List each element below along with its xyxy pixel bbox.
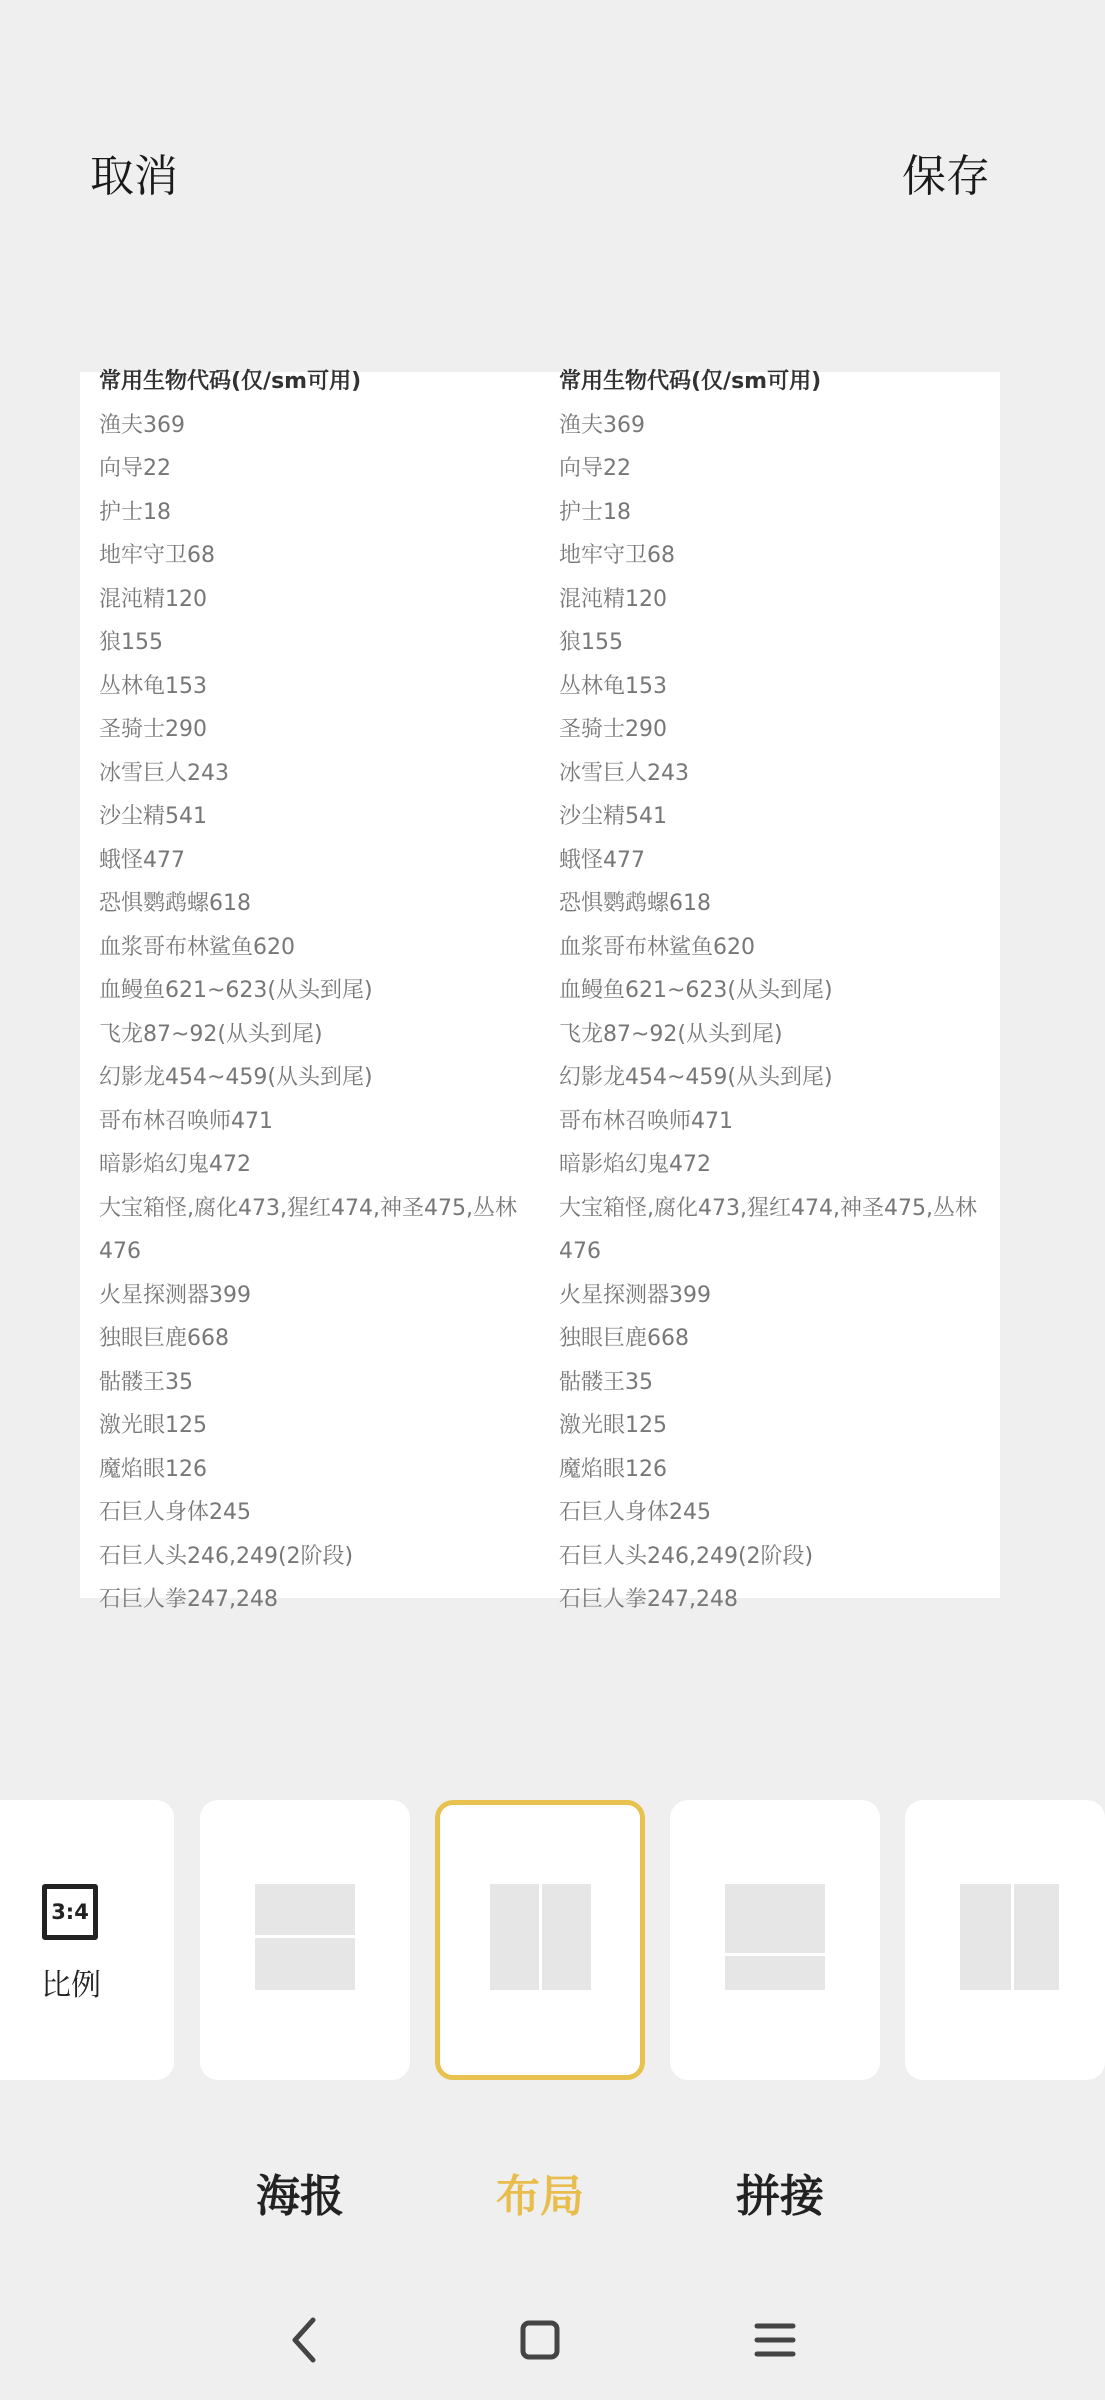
layout-thumb-left bbox=[490, 1884, 539, 1990]
list-item: 大宝箱怪,腐化473,猩红474,神圣475,丛林476 bbox=[559, 1195, 977, 1264]
cancel-button[interactable]: 取消 bbox=[90, 151, 178, 202]
layout-option-vertical-split-alt[interactable] bbox=[905, 1800, 1105, 2080]
list-item: 骷髅王35 bbox=[559, 1369, 653, 1395]
layout-thumb-right bbox=[1014, 1884, 1059, 1990]
text-list bbox=[99, 360, 519, 1622]
list-heading: 常用生物代码(仅/sm可用) bbox=[559, 369, 822, 394]
list-item: 沙尘精541 bbox=[99, 804, 207, 829]
list-item: 血浆哥布林鲨鱼620 bbox=[559, 934, 755, 960]
home-icon[interactable] bbox=[510, 2310, 570, 2370]
back-icon[interactable] bbox=[275, 2310, 335, 2370]
list-item: 独眼巨鹿668 bbox=[99, 1326, 229, 1351]
list-item: 恐惧鹦鹉螺618 bbox=[559, 891, 711, 916]
layout-option-horizontal-split-alt[interactable] bbox=[670, 1800, 880, 2080]
list-item: 狼155 bbox=[559, 630, 623, 655]
layout-options bbox=[0, 1800, 1080, 2080]
layout-option-vertical-split[interactable] bbox=[435, 1800, 645, 2080]
save-button[interactable]: 保存 bbox=[902, 151, 990, 202]
list-item: 圣骑士290 bbox=[559, 717, 667, 742]
list-item: 石巨人拳247,248 bbox=[99, 1587, 278, 1612]
mode-tabs bbox=[0, 2150, 1080, 2240]
list-item: 石巨人头246,249(2阶段) bbox=[559, 1543, 814, 1569]
system-navigation-bar bbox=[0, 2280, 1080, 2400]
list-item: 火星探测器399 bbox=[99, 1282, 251, 1308]
list-item: 血鳗鱼621~623(从头到尾) bbox=[559, 978, 833, 1003]
list-item: 石巨人身体245 bbox=[99, 1500, 251, 1525]
list-item: 向导22 bbox=[99, 456, 171, 481]
collage-right-panel[interactable] bbox=[540, 369, 1000, 1612]
list-item: 暗影焰幻鬼472 bbox=[559, 1152, 711, 1177]
list-item: 冰雪巨人243 bbox=[99, 760, 229, 786]
list-item: 地牢守卫68 bbox=[559, 543, 675, 568]
layout-thumb-bottom bbox=[255, 1938, 355, 1990]
list-item: 混沌精120 bbox=[99, 586, 207, 612]
list-item: 魔焰眼126 bbox=[559, 1456, 667, 1482]
list-item: 哥布林召唤师471 bbox=[559, 1108, 733, 1134]
layout-option-horizontal-split[interactable] bbox=[200, 1800, 410, 2080]
list-item: 大宝箱怪,腐化473,猩红474,神圣475,丛林476 bbox=[99, 1195, 517, 1264]
ratio-button[interactable] bbox=[0, 1800, 174, 2080]
layout-thumb-top bbox=[255, 1884, 355, 1935]
tab-splice[interactable]: 拼接 bbox=[736, 2171, 824, 2222]
list-item: 哥布林召唤师471 bbox=[99, 1108, 273, 1134]
list-item: 狼155 bbox=[99, 630, 163, 655]
list-item: 独眼巨鹿668 bbox=[559, 1326, 689, 1351]
list-item: 石巨人身体245 bbox=[559, 1500, 711, 1525]
layout-thumb-bottom bbox=[725, 1956, 825, 1990]
list-item: 护士18 bbox=[99, 499, 171, 525]
list-item: 丛林龟153 bbox=[99, 673, 207, 699]
layout-thumb-top bbox=[725, 1884, 825, 1953]
list-item: 血浆哥布林鲨鱼620 bbox=[99, 934, 295, 960]
list-item: 激光眼125 bbox=[559, 1413, 667, 1438]
list-item: 石巨人头246,249(2阶段) bbox=[99, 1543, 354, 1569]
collage-canvas[interactable] bbox=[80, 369, 1000, 1612]
list-item: 蛾怪477 bbox=[559, 847, 645, 873]
text-list bbox=[559, 360, 979, 1622]
layout-thumb-left bbox=[960, 1884, 1011, 1990]
list-item: 飞龙87~92(从头到尾) bbox=[99, 1021, 323, 1047]
list-item: 渔夫369 bbox=[99, 412, 185, 438]
list-item: 渔夫369 bbox=[559, 412, 645, 438]
list-heading: 常用生物代码(仅/sm可用) bbox=[99, 369, 362, 394]
list-item: 冰雪巨人243 bbox=[559, 760, 689, 786]
list-item: 沙尘精541 bbox=[559, 804, 667, 829]
list-item: 护士18 bbox=[559, 499, 631, 525]
list-item: 地牢守卫68 bbox=[99, 543, 215, 568]
list-item: 圣骑士290 bbox=[99, 717, 207, 742]
list-item: 血鳗鱼621~623(从头到尾) bbox=[99, 978, 373, 1003]
list-item: 飞龙87~92(从头到尾) bbox=[559, 1021, 783, 1047]
list-item: 火星探测器399 bbox=[559, 1282, 711, 1308]
tab-layout[interactable]: 布局 bbox=[496, 2171, 584, 2222]
ratio-label: 比例 bbox=[41, 1968, 101, 2003]
list-item: 混沌精120 bbox=[559, 586, 667, 612]
top-bar bbox=[0, 0, 1080, 340]
list-item: 幻影龙454~459(从头到尾) bbox=[99, 1065, 373, 1090]
menu-icon[interactable] bbox=[745, 2310, 805, 2370]
list-item: 恐惧鹦鹉螺618 bbox=[99, 891, 251, 916]
list-item: 激光眼125 bbox=[99, 1413, 207, 1438]
collage-left-panel[interactable] bbox=[80, 369, 540, 1612]
list-item: 石巨人拳247,248 bbox=[559, 1587, 738, 1612]
list-item: 蛾怪477 bbox=[99, 847, 185, 873]
list-item: 魔焰眼126 bbox=[99, 1456, 207, 1482]
layout-thumb-right bbox=[542, 1884, 591, 1990]
list-item: 向导22 bbox=[559, 456, 631, 481]
list-item: 丛林龟153 bbox=[559, 673, 667, 699]
list-item: 骷髅王35 bbox=[99, 1369, 193, 1395]
tab-poster[interactable]: 海报 bbox=[256, 2171, 344, 2222]
ratio-icon: 3:4 bbox=[42, 1884, 98, 1940]
list-item: 幻影龙454~459(从头到尾) bbox=[559, 1065, 833, 1090]
list-item: 暗影焰幻鬼472 bbox=[99, 1152, 251, 1177]
